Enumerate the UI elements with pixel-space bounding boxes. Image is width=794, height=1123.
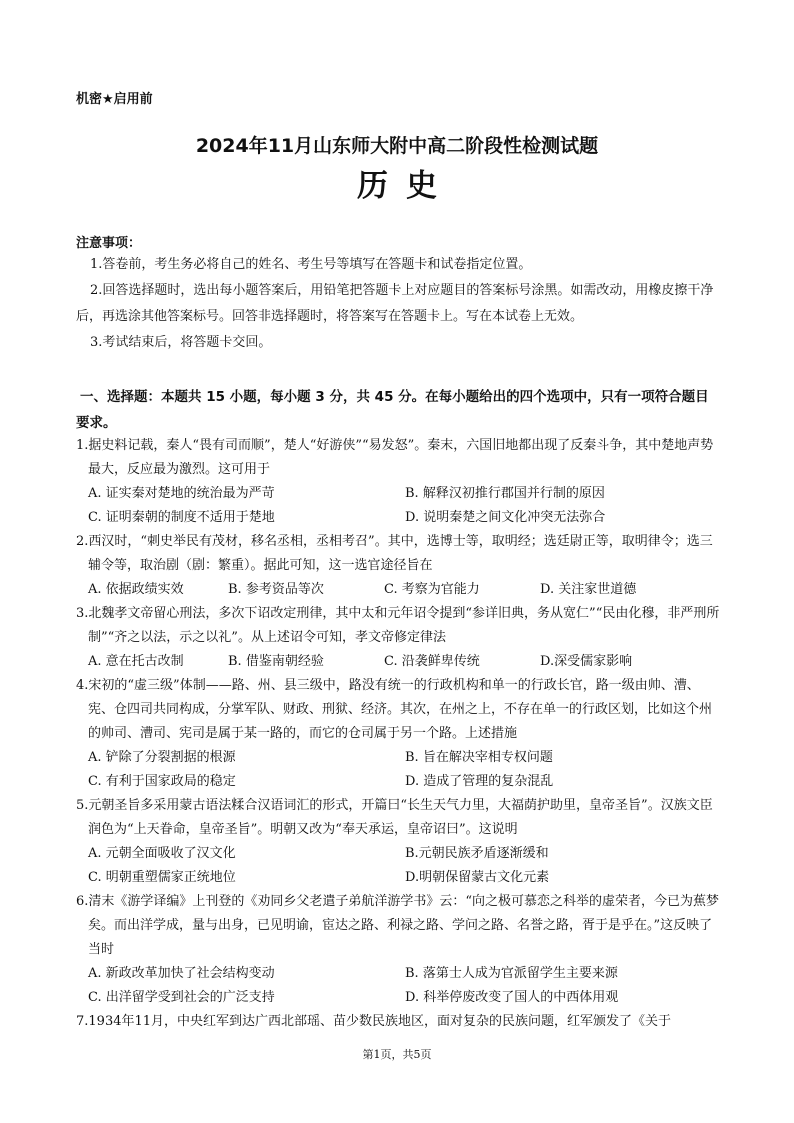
- note-item: 3.考试结束后，将答题卡交回。: [90, 335, 272, 350]
- question-2: [76, 530, 722, 602]
- option-c: C. 考察为官能力: [384, 582, 480, 597]
- option-c: C. 出洋留学受到社会的广泛支持: [88, 990, 275, 1005]
- option-a: A. 新政改革加快了社会结构变动: [88, 966, 275, 981]
- note-item: 2.回答选择题时，选出每小题答案后，用铅笔把答题卡上对应题目的答案标号涂黑。如需改动，用橡皮擦干净后，再选涂其他答案标号。回答非选择题时，将答案写在答题卡上。写在本试卷上无效。: [76, 283, 714, 324]
- option-d: D. 造成了管理的复杂混乱: [405, 774, 554, 789]
- subject-title: 历史: [357, 168, 455, 204]
- notes-list: [76, 252, 720, 356]
- option-b: B.元朝民族矛盾逐渐缓和: [405, 846, 549, 861]
- question-stem: 6.清末《游学译编》上刊登的《劝同乡父老遣子弟航洋游学书》云：“向之极可慕恋之科举的虚荣者，今已为蕉梦矣。而出洋学成，量与出身，已见明谕，宦达之路、利禄之路、学问之路、名誉之路，胥于是乎在。”这反映了当时: [76, 894, 720, 957]
- option-a: A. 铲除了分裂割据的根源: [88, 750, 236, 765]
- question-stem: 7.1934年11月，中央红军到达广西北部瑶、苗少数民族地区，面对复杂的民族问题，红军颁发了《关于: [76, 1014, 672, 1029]
- note-item: 1.答卷前，考生务必将自己的姓名、考生号等填写在答题卡和试卷指定位置。: [90, 257, 532, 272]
- option-d: D. 关注家世道德: [540, 582, 637, 597]
- option-a: A. 意在托古改制: [88, 654, 184, 669]
- option-b: B. 旨在解决宰相专权问题: [405, 750, 553, 765]
- option-c: C. 证明秦朝的制度不适用于楚地: [88, 510, 275, 525]
- page-footer: 第1页，共5页: [362, 1048, 432, 1061]
- question-list: [76, 434, 722, 1034]
- question-stem: 5.元朝圣旨多采用蒙古语法糅合汉语词汇的形式，开篇曰“长生天气力里，大福荫护助里，皇帝圣旨”。汉族文臣润色为“上天眷命，皇帝圣旨”。明朝又改为“奉天承运，皇帝诏曰”。这说明: [76, 798, 713, 837]
- option-b: B. 借鉴南朝经验: [228, 654, 324, 669]
- option-c: C. 明朝重塑儒家正统地位: [88, 870, 236, 885]
- option-c: C. 有利于国家政局的稳定: [88, 774, 236, 789]
- option-d: D.深受儒家影响: [540, 654, 633, 669]
- option-b: B. 参考资品等次: [228, 582, 324, 597]
- option-b: B. 解释汉初推行郡国并行制的原因: [405, 486, 605, 501]
- option-c: C. 沿袭鲜卑传统: [384, 654, 480, 669]
- confidential-label: 机密★启用前: [76, 92, 153, 107]
- question-stem: 2.西汉时，“刺史举民有茂材，移名丞相，丞相考召”。其中，选博士等，取明经；选廷尉正等，取明律令；选三辅令等，取治剧（剧：繁重）。据此可知，这一选官途径旨在: [76, 534, 713, 573]
- question-5: [76, 794, 722, 890]
- question-7: [76, 1010, 722, 1034]
- section-heading: 一、选择题：本题共 15 小题，每小题 3 分，共 45 分。在每小题给出的四个选项中，只有一项符合题目要求。: [76, 389, 709, 431]
- exam-title: 2024年11月山东师大附中高二阶段性检测试题: [195, 135, 599, 157]
- option-a: A. 元朝全面吸收了汉文化: [88, 846, 236, 861]
- question-stem: 1.据史料记载，秦人“畏有司而顺”，楚人“好游侠”“易发怒”。秦末，六国旧地都出现了反秦斗争，其中楚地声势最大，反应最为激烈。这可用于: [76, 438, 714, 477]
- notes-heading: 注意事项：: [76, 236, 142, 251]
- question-stem: 3.北魏孝文帝留心刑法，多次下诏改定刑律，其中太和元年诏令提到“参详旧典，务从宽仁”“民由化穆，非严刑所制”“齐之以法，示之以礼”。从上述诏令可知，孝文帝修定律法: [76, 606, 720, 645]
- question-6: [76, 890, 722, 1010]
- option-a: A. 依据政绩实效: [88, 582, 184, 597]
- question-4: [76, 674, 722, 794]
- option-b: B. 落第士人成为官派留学生主要来源: [405, 966, 618, 981]
- option-a: A. 证实秦对楚地的统治最为严苛: [88, 486, 275, 501]
- question-1: [76, 434, 722, 530]
- question-stem: 4.宋初的“虚三级”体制——路、州、县三级中，路没有统一的行政机构和单一的行政长官，路一级由帅、漕、宪、仓四司共同构成，分掌军队、财政、刑狱、经济。其次，在州之上，不存在单一的行政区划，比如这个州的帅司、漕司、宪司是属于某一路的，而它的仓司属于另一个路。上述措施: [76, 678, 713, 741]
- question-3: [76, 602, 722, 674]
- option-d: D. 科举停废改变了国人的中西体用观: [405, 990, 619, 1005]
- option-d: D. 说明秦楚之间文化冲突无法弥合: [405, 510, 606, 525]
- option-d: D.明朝保留蒙古文化元素: [405, 870, 550, 885]
